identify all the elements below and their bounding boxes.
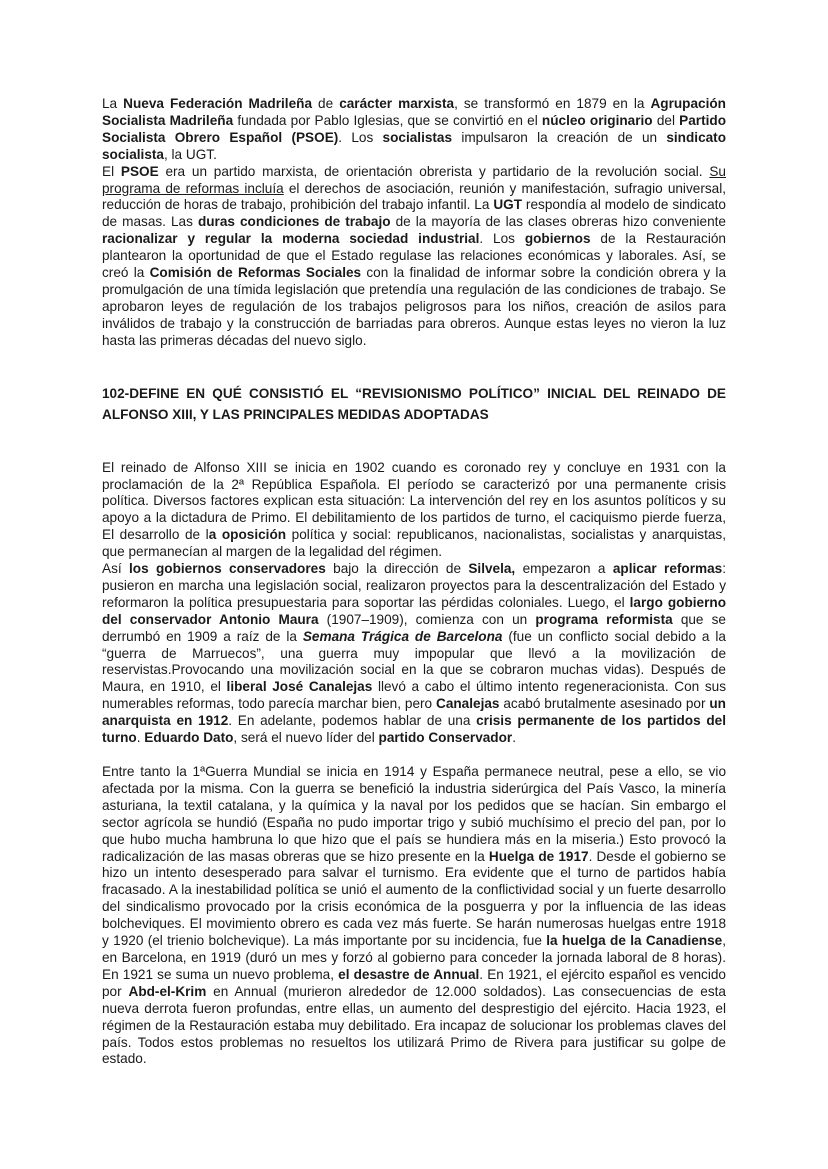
text-run: (1907–1909), comienza con un <box>318 611 536 627</box>
text-run: con la finalidad de informar sobre la condición obrera y la promulgación de una tímida legislación que pretendía una regulación de las condiciones de trabajo. Se aprobaron leyes de regulación de los trabajos peligrosos para los niños, creación de asilos para inválidos de trabajo y la construcción de barriadas para obreros. Aunque estas leyes no vieron la luz hasta las primeras décadas del nuevo siglo. <box>102 265 726 348</box>
bold-text-run: Eduardo Dato <box>144 730 234 746</box>
text-run: . En adelante, podemos hablar de una <box>228 713 477 729</box>
bold-text-run: PSOE <box>120 163 159 179</box>
bold-text-run: socialistas <box>382 129 453 145</box>
text-run: El <box>102 163 121 179</box>
bold-text-run: los gobiernos conservadores <box>129 561 326 577</box>
text-run: . En 1921, el ejército español es vencido por <box>102 966 726 999</box>
text-run: . Los <box>479 231 525 247</box>
text-run: en Annual (murieron alrededor de 12.000 soldados). Las consecuencias de esta nueva derrota fueron profundas, entre ellas, un aumento del desprestigio del ejército. Hacia 1923, el régimen de la Restauración estaba muy debilitado. Era incapaz de solucionar los problemas claves del país. Todos estos problemas no resueltos los utilizará Primo de Rivera para justificar su golpe de estado. <box>102 983 726 1067</box>
bold-text-run: sindicato socialista <box>102 129 727 162</box>
text-run: de la Restauración plantearon la oportunidad de que el Estado regulase las relaciones económicas y laborales. Así, se creó la <box>102 231 726 281</box>
text-run: (fue un conflicto social debido a la “guerra de Marruecos”, una guerra muy impopular que llevó a la movilización de reservistas.Provocando una movilización social en la que se cobraron muchas vidas). Después de Maura, en 1910, el <box>102 628 726 695</box>
bold-text-run: Comisión de Reformas Sociales <box>149 265 362 281</box>
bold-text-run: a oposición <box>208 527 287 543</box>
bold-text-run: un anarquista en 1912 <box>102 696 726 729</box>
text-run: empezaron a <box>515 561 613 577</box>
text-run: del <box>652 112 680 128</box>
bold-text-run: gobiernos <box>524 231 591 247</box>
paragraph-primera-guerra-mundial <box>102 764 726 1068</box>
bold-text-run: crisis permanente de los partidos del turno <box>102 713 727 746</box>
bold-text-run: carácter marxista <box>339 96 455 111</box>
bold-text-run: liberal José Canalejas <box>226 679 373 695</box>
text-run: : pusieron en marcha una legislación social, realizaron proyectos para la descentralización del Estado y reformaron la política presupuestaria para soportar las pérdidas coloniales. Luego, el <box>102 561 727 610</box>
text-run: Entre tanto la 1ªGuerra Mundial se inicia en 1914 y España permanece neutral, pese a ello, se vio afectada por la misma. Con la guerra se benefició la industria siderúrgica del País Vasco, la minería asturiana, la textil catalana, y la química y la naval por los pedidos que se hacían. Sin embargo el sector agrícola se hundió (España no pudo importar trigo y subió muchísimo el precio del pan, por lo que hubo mucha hambruna lo que hizo que el país se hundiera más en la miseria.) Esto provocó la radicalización de las masas obreras que se hizo presente en la <box>102 764 726 864</box>
text-run: . <box>512 730 516 746</box>
bold-text-run: duras condiciones de trabajo <box>197 214 391 230</box>
bold-text-run: la huelga de la Canadiense <box>546 933 723 949</box>
bold-text-run: Canalejas <box>436 696 500 712</box>
text-run: fundada por Pablo Iglesias, que se convirtió en el <box>233 112 542 128</box>
text-run: acabó brutalmente asesinado por <box>499 696 710 712</box>
paragraph-gobiernos-conservadores <box>102 561 726 747</box>
text-run: , en Barcelona, en 1919 (duró un mes y forzó al gobierno para conceder la jornada laboral de 8 horas). En 1921 se suma un nuevo problema, <box>102 933 726 982</box>
bold-text-run: Huelga de 1917 <box>488 848 589 864</box>
text-run: bajo la dirección de <box>325 561 469 577</box>
bold-text-run: Nueva Federación Madrileña <box>123 96 312 111</box>
bold-text-run: largo gobierno del conservador Antonio Maura <box>102 594 726 627</box>
text-run: Así <box>102 561 129 577</box>
paragraph-agrupacion-socialista <box>102 96 726 164</box>
bold-text-run: Abd-el-Krim <box>128 983 207 999</box>
text-run: , se transformó en 1879 en la <box>454 96 651 111</box>
text-run: . <box>136 730 145 746</box>
text-run: , la UGT. <box>163 146 217 162</box>
bold-text-run: partido Conservador <box>378 730 513 746</box>
bold-text-run: aplicar reformas <box>612 561 723 577</box>
bold-text-run: Agrupación Socialista Madrileña <box>102 96 726 128</box>
text-run: política y social: republicanos, nacionalistas, socialistas y anarquistas, que permanecían al margen de la legalidad del régimen. <box>102 527 726 560</box>
paragraph-reinado-alfonso-xiii <box>102 460 726 561</box>
spacer <box>102 350 726 383</box>
section-heading: 102-DEFINE EN QUÉ CONSISTIÓ EL “REVISIONISMO POLÍTICO” INICIAL DEL REINADO DE ALFONSO XIII, Y LAS PRINCIPALES MEDIDAS ADOPTADAS <box>102 385 726 422</box>
text-run: respondía al modelo de sindicato de masas. Las <box>102 197 726 230</box>
bold-text-run: Silvela, <box>468 561 516 577</box>
bold-text-run: programa reformista <box>535 611 673 627</box>
text-run: que se derrumbó en 1909 a raíz de la <box>102 611 726 644</box>
bold-text-run: el desastre de Annual <box>338 966 480 982</box>
text-run: , será el nuevo líder del <box>233 730 379 746</box>
paragraph-psoe <box>102 164 726 350</box>
text-run: llevó a cabo el último intento regeneracionista. Con sus numerables reformas, todo parecía marchar bien, pero <box>102 679 726 712</box>
text-run: . Desde el gobierno se hizo un intento desesperado para salvar el turnismo. Era evidente que el turno de partidos había fracasado. A la inestabilidad política se unió el aumento de la conflictividad social y un fuerte desarrollo del sindicalismo provocado por la crisis económica de la posguerra y por la influencia de las ideas bolcheviques. El movimiento obrero es cada vez más fuerte. Se harán numerosas huelgas entre 1918 y 1920 (el trienio bolchevique). La más importante por su incidencia, fue <box>102 848 726 949</box>
text-run: La <box>102 96 124 111</box>
text-run: . Los <box>338 129 383 145</box>
text-run: El reinado de Alfonso XIII se inicia en 1902 cuando es coronado rey y concluye en 1931 con la proclamación de la 2ª República Española. El período se caracterizó por una permanente crisis política. Diversos factores explican esta situación: La intervención del rey en los asuntos políticos y su apoyo a la dictadura de Primo. El debilitamiento de los partidos de turno, el caciquismo pierde fuerza, El desarrollo de l <box>102 459 726 543</box>
text-run: de <box>312 96 340 111</box>
bold-text-run: Partido Socialista Obrero Español (PSOE) <box>102 112 726 145</box>
bold-text-run: núcleo originario <box>541 112 653 128</box>
spacer <box>102 747 726 764</box>
text-run: era un partido marxista, de orientación obrerista y partidario de la revolución social. <box>158 163 710 179</box>
bold-text-run: racionalizar y regular la moderna sociedad industrial <box>102 231 480 247</box>
document-page <box>102 96 726 1068</box>
text-run: el derechos de asociación, reunión y manifestación, sufragio universal, reducción de horas de trabajo, prohibición del trabajo infantil. La <box>102 180 726 213</box>
bold-italic-text-run: Semana Trágica de Barcelona <box>302 628 503 644</box>
spacer <box>102 425 726 460</box>
underlined-text-run: Su programa de reformas incluía <box>102 163 726 196</box>
bold-text-run: UGT <box>493 197 523 213</box>
text-run: de la mayoría de las clases obreras hizo conveniente <box>390 214 726 230</box>
text-run: impulsaron la creación de un <box>452 129 667 145</box>
